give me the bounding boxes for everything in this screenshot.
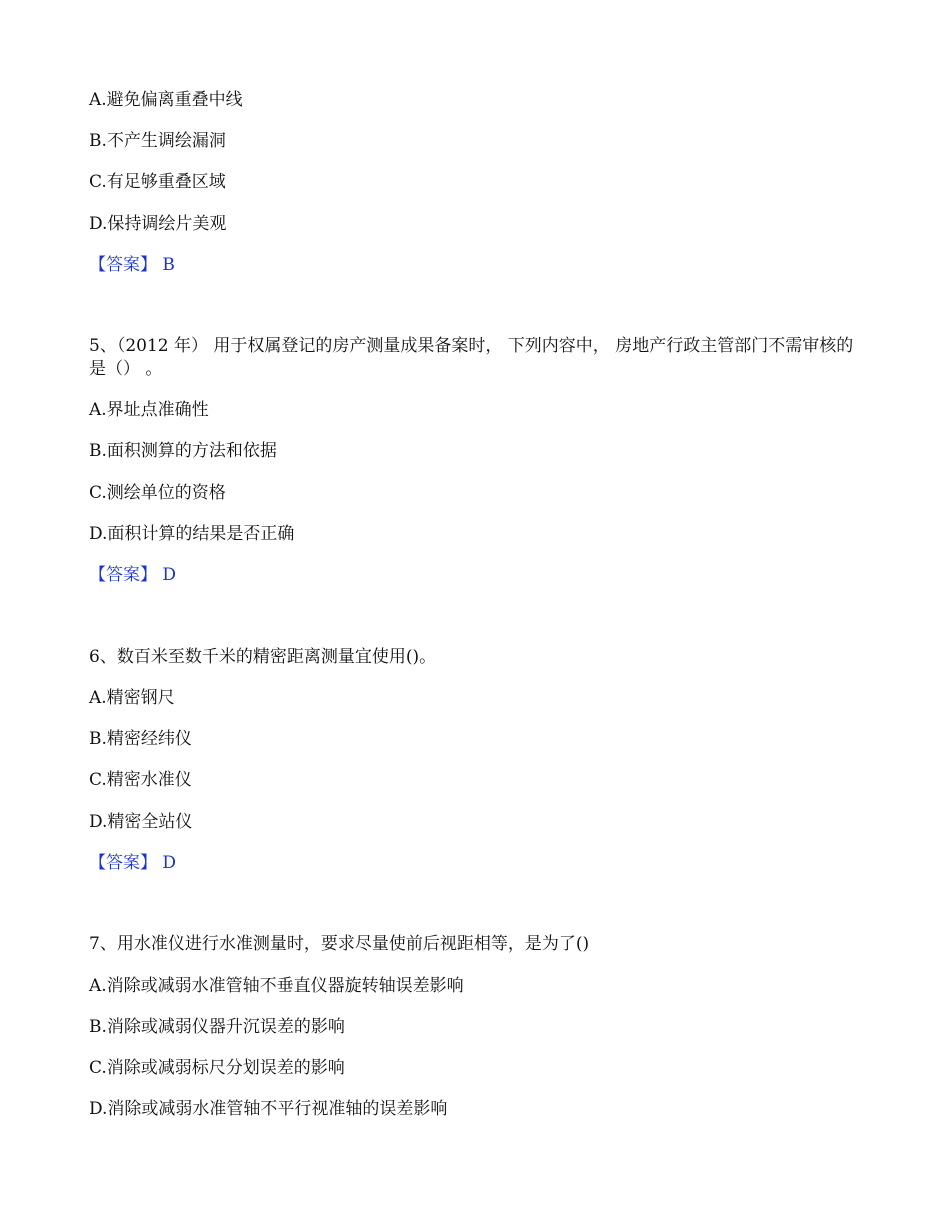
q7-option-b: B.消除或减弱仪器升沉误差的影响 <box>89 1017 345 1037</box>
q7-option-c: C.消除或减弱标尺分划误差的影响 <box>89 1058 345 1078</box>
q5-option-a: A.界址点准确性 <box>89 400 209 420</box>
q5-question: 5、（2012 年） 用于权属登记的房产测量成果备案时， 下列内容中， 房地产行政主管部门不需审核的是（） 。 <box>89 336 854 379</box>
q4-answer: 【答案】 B <box>89 255 175 275</box>
q4-option-b: B.不产生调绘漏洞 <box>89 131 226 151</box>
q4-option-a: A.避免偏离重叠中线 <box>89 90 243 110</box>
q6-option-d: D.精密全站仪 <box>89 812 193 832</box>
q6-option-c: C.精密水准仪 <box>89 770 192 790</box>
q6-option-a: A.精密钢尺 <box>89 688 175 708</box>
q4-option-c: C.有足够重叠区域 <box>89 172 226 192</box>
q7-question: 7、用水准仪进行水准测量时，要求尽量使前后视距相等，是为了() <box>89 934 590 954</box>
q7-option-d: D.消除或减弱水准管轴不平行视准轴的误差影响 <box>89 1099 448 1119</box>
q5-option-d: D.面积计算的结果是否正确 <box>89 524 295 544</box>
q5-option-c: C.测绘单位的资格 <box>89 483 226 503</box>
q5-answer: 【答案】 D <box>89 565 177 585</box>
q6-option-b: B.精密经纬仪 <box>89 729 192 749</box>
q7-option-a: A.消除或减弱水准管轴不垂直仪器旋转轴误差影响 <box>89 976 464 996</box>
q6-question: 6、数百米至数千米的精密距离测量宜使用()。 <box>89 647 437 667</box>
q5-option-b: B.面积测算的方法和依据 <box>89 441 277 461</box>
q4-option-d: D.保持调绘片美观 <box>89 214 227 234</box>
q6-answer: 【答案】 D <box>89 853 177 873</box>
